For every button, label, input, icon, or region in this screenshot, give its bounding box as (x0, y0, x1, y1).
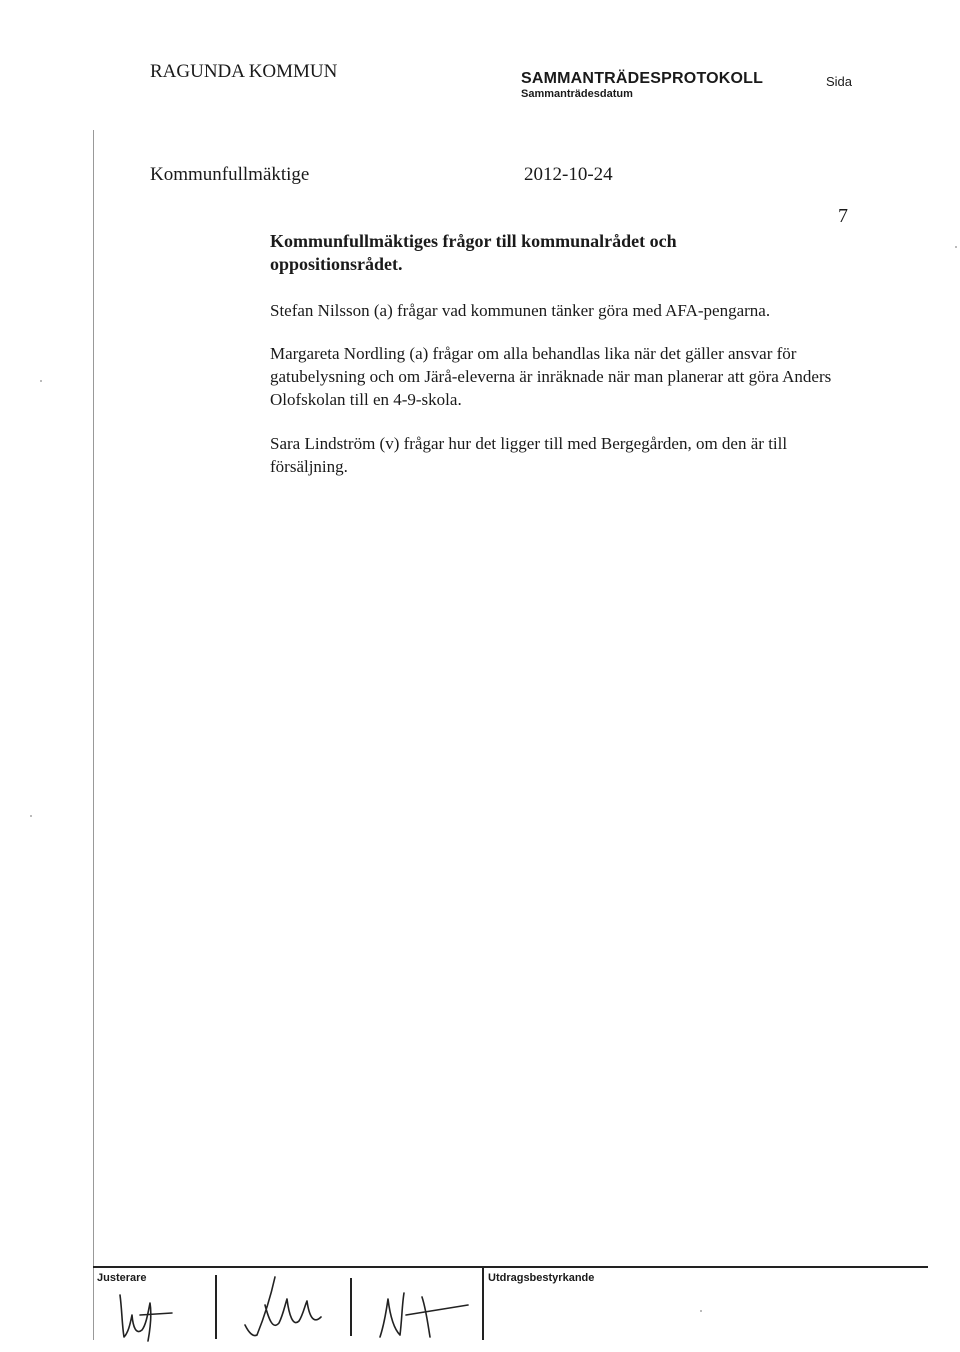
page-label: Sida (826, 74, 853, 89)
signature-box-divider (482, 1266, 484, 1340)
scan-artifact (30, 815, 32, 817)
scan-artifact (955, 246, 957, 248)
left-margin-rule (93, 130, 94, 1340)
signature-2-icon (235, 1275, 335, 1345)
page-number: 7 (838, 205, 848, 227)
justerare-label: Justerare (97, 1272, 147, 1284)
question-paragraph: Margareta Nordling (a) frågar om alla behandlas lika när det gäller ansvar för gatubelysning och om Järå-eleverna är inräknade när man planerar att göra Anders Olofskolan till en 4-9-skola. (270, 344, 832, 409)
section-title: Kommunfullmäktiges frågor till kommunalrådet och oppositionsrådet. (270, 231, 677, 274)
question-paragraph: Sara Lindström (v) frågar hur det ligger till med Bergegården, om den är till försäljning. (270, 434, 788, 476)
signature-box-divider (350, 1278, 352, 1336)
meeting-date-label: Sammanträdesdatum (521, 88, 633, 100)
scan-artifact (40, 380, 42, 382)
utdragsbestyrkande-label: Utdragsbestyrkande (488, 1272, 595, 1284)
question-paragraph: Stefan Nilsson (a) frågar vad kommunen tänker göra med AFA-pengarna. (270, 301, 771, 320)
signature-box-divider (215, 1275, 217, 1339)
signature-1-icon (112, 1275, 192, 1345)
signature-3-icon (372, 1275, 482, 1345)
meeting-body: Kommunfullmäktige (150, 164, 310, 185)
organization-name: RAGUNDA KOMMUN (150, 61, 338, 82)
footer-divider (93, 1266, 928, 1268)
document-title: SAMMANTRÄDESPROTOKOLL (521, 70, 764, 87)
meeting-date: 2012-10-24 (524, 164, 613, 185)
scan-artifact (700, 1310, 702, 1312)
